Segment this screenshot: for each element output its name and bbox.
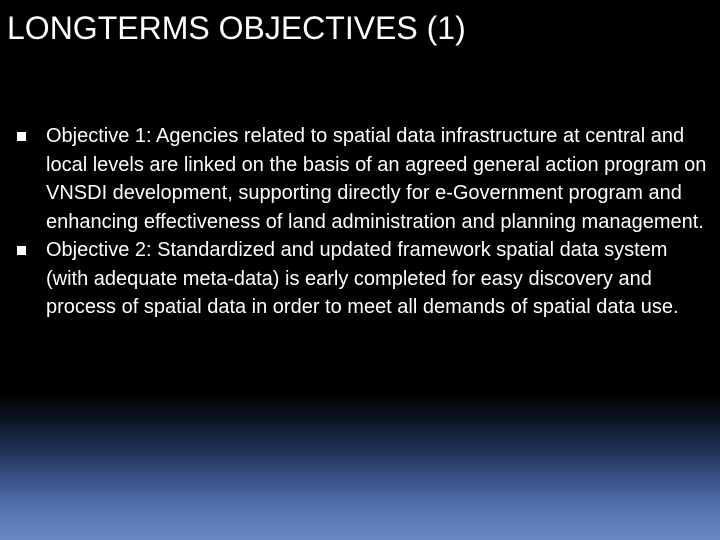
bullet-text: Objective 2: Standardized and updated framework spatial data system (with adequate meta-data) is early completed for easy discovery and process of spatial data in order to meet all demands of spatial data use. — [46, 239, 679, 318]
bullet-item-objective-2 — [17, 236, 707, 322]
slide-title: LONGTERMS OBJECTIVES (1) — [7, 10, 466, 46]
bullet-text: Objective 1: Agencies related to spatial data infrastructure at central and local levels are linked on the basis of an agreed general action program on VNSDI development, supporting directly for e-Government program and enhancing effectiveness of land administration and planning management. — [46, 125, 707, 233]
square-bullet-icon — [17, 246, 26, 255]
square-bullet-icon — [17, 132, 26, 141]
bullet-list — [17, 122, 707, 322]
bullet-item-objective-1 — [17, 122, 707, 236]
